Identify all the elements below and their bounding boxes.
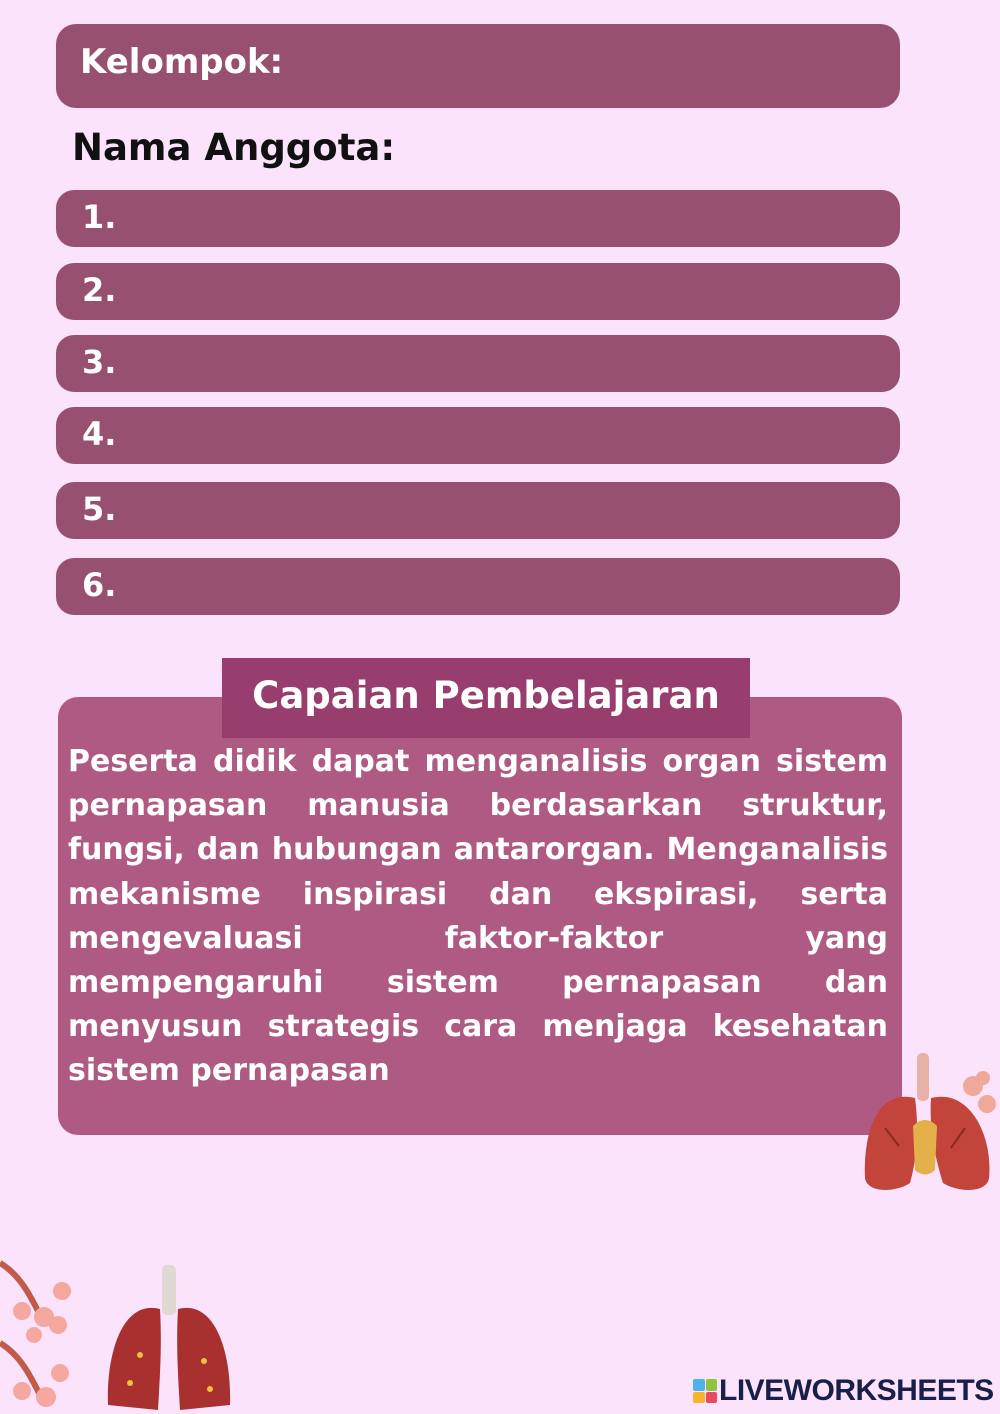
members-heading: Nama Anggota: [72,126,396,169]
member-number: 1. [82,198,117,236]
learning-outcomes-title-tab [222,658,750,738]
member-number: 5. [82,490,117,528]
member-field-3[interactable] [56,335,900,392]
member-field-4[interactable] [56,407,900,464]
lungs-illustration-icon [855,1048,1000,1198]
member-number: 3. [82,343,117,381]
member-field-6[interactable] [56,558,900,615]
member-field-1[interactable] [56,190,900,247]
member-number: 2. [82,271,117,309]
liveworksheets-icon [693,1379,717,1403]
group-field[interactable] [56,24,900,108]
brand-logo [693,1374,994,1408]
brand-name: LIVEWORKSHEETS [719,1374,994,1407]
group-label: Kelompok: [80,42,284,82]
member-field-5[interactable] [56,482,900,539]
member-field-2[interactable] [56,263,900,320]
member-number: 6. [82,566,117,604]
learning-outcomes-title: Capaian Pembelajaran [252,674,720,717]
learning-outcomes-text: Peserta didik dapat menganalisis organ sistem pernapasan manusia berdasarkan struktur, fungsi, dan hubungan antarorgan. Menganalisis mekanisme inspirasi dan ekspirasi, serta mengevaluasi faktor-faktor yang mempengaruhi sistem pernapasan dan menyusun strategis cara menjaga kesehatan sistem pernapasan [68,744,888,1089]
lungs-bottom-illustration-icon [100,1265,240,1414]
alveoli-illustration-icon [0,1255,95,1414]
member-number: 4. [82,415,117,453]
